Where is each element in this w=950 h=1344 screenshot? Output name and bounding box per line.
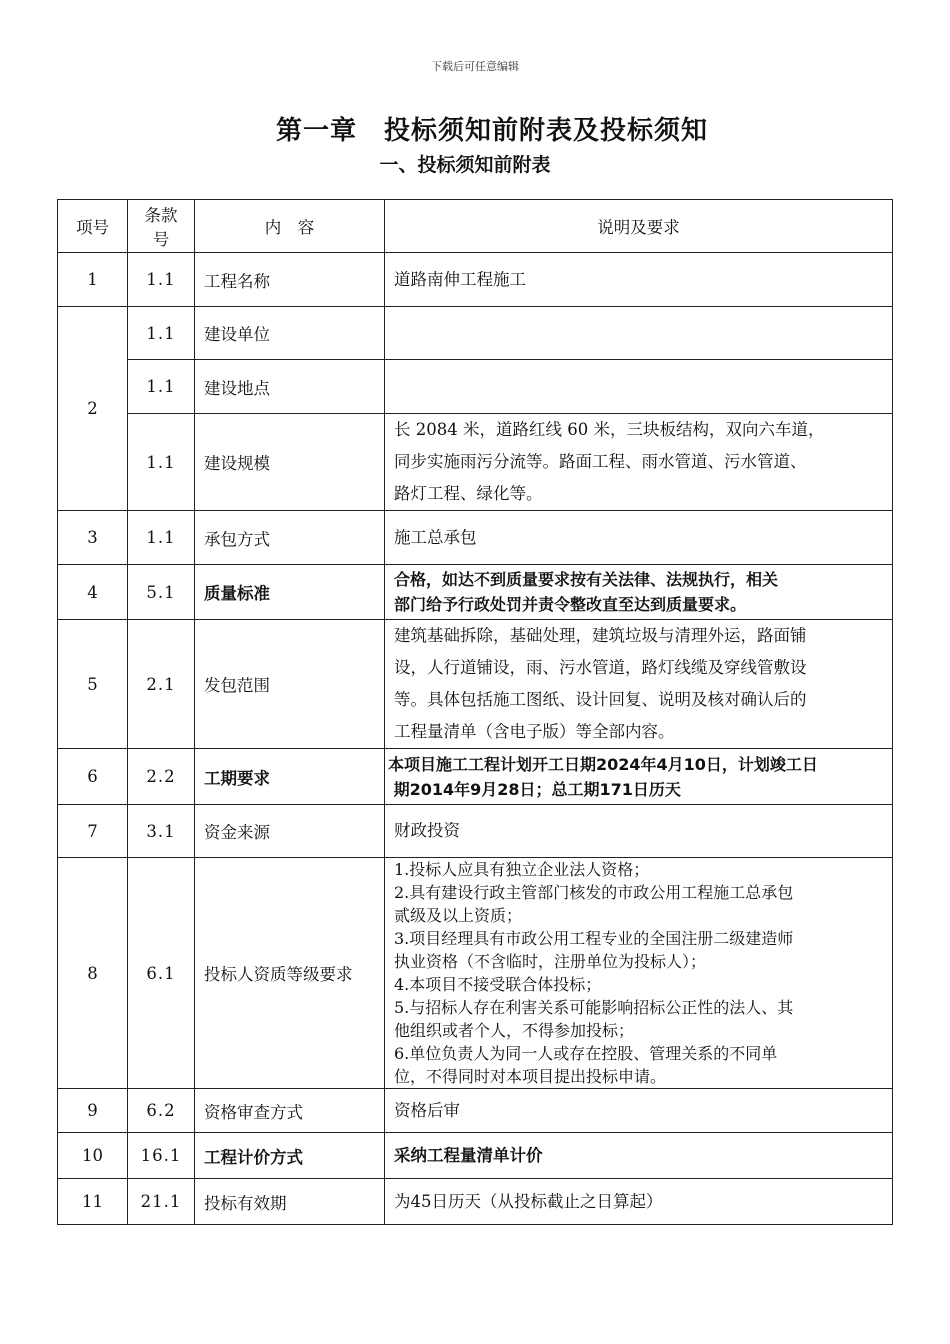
description-line: 3.项目经理具有市政公用工程专业的全国注册二级建造师 — [394, 929, 794, 948]
table-row — [58, 511, 893, 565]
description-line: 本项目施工工程计划开工日期2024年4月10日，计划竣工日 — [388, 754, 818, 774]
row-item: 建设地点 — [195, 360, 385, 414]
description-line: 同步实施雨污分流等。路面工程、雨水管道、污水管道、 — [394, 452, 807, 471]
description-line: 设，人行道铺设，雨、污水管道，路灯线缆及穿线管敷设 — [394, 658, 807, 677]
row-clause: 21.1 — [128, 1179, 195, 1225]
description-line: 资格后审 — [394, 1100, 460, 1120]
description-line: 等。具体包括施工图纸、设计回复、说明及核对确认后的 — [394, 690, 807, 709]
table-row — [58, 1179, 893, 1225]
table-row — [58, 414, 893, 511]
description-line: 合格，如达不到质量要求按有关法律、法规执行，相关 — [394, 570, 779, 589]
row-index: 6 — [58, 749, 128, 805]
row-clause: 2.2 — [128, 749, 195, 805]
row-index: 8 — [58, 858, 128, 1089]
header-requirements: 说明及要求 — [385, 200, 893, 253]
description-line: 2.具有建设行政主管部门核发的市政公用工程施工总承包 — [394, 883, 794, 902]
row-clause: 16.1 — [128, 1133, 195, 1179]
row-clause: 1.1 — [128, 511, 195, 565]
row-clause: 6.2 — [128, 1089, 195, 1133]
row-description — [385, 620, 893, 749]
table-row — [58, 805, 893, 858]
row-clause: 3.1 — [128, 805, 195, 858]
description-line: 财政投资 — [394, 821, 460, 840]
section-title: 一、投标须知前附表 — [379, 154, 551, 176]
row-index: 2 — [58, 307, 128, 511]
table-row — [58, 565, 893, 620]
description-line: 1.投标人应具有独立企业法人资格； — [394, 860, 650, 879]
row-item: 工程名称 — [195, 253, 385, 307]
row-description — [385, 414, 893, 511]
header-index: 项号 — [58, 200, 128, 253]
row-item: 投标人资质等级要求 — [195, 858, 385, 1089]
row-description — [385, 1179, 893, 1225]
page-header-note: 下载后可任意编辑 — [431, 60, 519, 73]
table-row — [58, 253, 893, 307]
table-row — [58, 1133, 893, 1179]
row-item: 发包范围 — [195, 620, 385, 749]
row-description — [385, 307, 893, 360]
row-description — [385, 1089, 893, 1133]
row-description — [385, 253, 893, 307]
row-item: 质量标准 — [195, 565, 385, 620]
description-line: 贰级及以上资质； — [394, 906, 523, 925]
row-clause: 6.1 — [128, 858, 195, 1089]
row-clause: 1.1 — [128, 414, 195, 511]
row-description — [385, 565, 893, 620]
row-clause: 1.1 — [128, 307, 195, 360]
row-item: 投标有效期 — [195, 1179, 385, 1225]
row-clause: 1.1 — [128, 360, 195, 414]
description-line: 建筑基础拆除，基础处理，建筑垃圾与清理外运，路面铺 — [394, 626, 807, 645]
row-index: 1 — [58, 253, 128, 307]
description-line: 路灯工程、绿化等。 — [394, 484, 543, 503]
description-line: 工程量清单（含电子版）等全部内容。 — [394, 722, 675, 741]
description-line: 执业资格（不含临时，注册单位为投标人）； — [394, 952, 707, 971]
row-index: 9 — [58, 1089, 128, 1133]
table-header-row — [58, 200, 893, 253]
description-line: 施工总承包 — [394, 527, 477, 547]
row-item: 资格审查方式 — [195, 1089, 385, 1133]
description-line: 他组织或者个人，不得参加投标； — [394, 1021, 635, 1040]
description-line: 位，不得同时对本项目提出投标申请。 — [394, 1067, 667, 1086]
header-content: 内 容 — [195, 200, 385, 253]
description-line: 道路南伸工程施工 — [394, 269, 526, 289]
row-item: 工程计价方式 — [195, 1133, 385, 1179]
row-description — [385, 858, 893, 1089]
row-item: 承包方式 — [195, 511, 385, 565]
row-item: 建设规模 — [195, 414, 385, 511]
description-line: 为45日历天（从投标截止之日算起） — [394, 1191, 663, 1211]
description-line: 4.本项目不接受联合体投标； — [394, 975, 602, 994]
row-description — [385, 511, 893, 565]
description-line: 6.单位负责人为同一人或存在控股、管理关系的不同单 — [394, 1044, 778, 1063]
bid-appendix-table — [57, 199, 893, 1225]
row-description — [385, 360, 893, 414]
row-item: 建设单位 — [195, 307, 385, 360]
row-index: 11 — [58, 1179, 128, 1225]
description-line: 5.与招标人存在利害关系可能影响招标公正性的法人、其 — [394, 998, 794, 1017]
table-row — [58, 307, 893, 360]
row-description — [385, 1133, 893, 1179]
table-row — [58, 360, 893, 414]
row-clause: 2.1 — [128, 620, 195, 749]
row-index: 3 — [58, 511, 128, 565]
table-row — [58, 749, 893, 805]
row-item: 资金来源 — [195, 805, 385, 858]
row-clause: 1.1 — [128, 253, 195, 307]
description-line: 长 2084 米，道路红线 60 米，三块板结构，双向六车道， — [394, 420, 825, 439]
table-row — [58, 1089, 893, 1133]
description-line: 部门给予行政处罚并责令整改直至达到质量要求。 — [394, 595, 747, 614]
row-index: 4 — [58, 565, 128, 620]
row-description — [385, 749, 893, 805]
description-line: 期2014年9月28日；总工期171日历天 — [388, 779, 681, 799]
row-description — [385, 805, 893, 858]
row-clause: 5.1 — [128, 565, 195, 620]
row-index: 10 — [58, 1133, 128, 1179]
row-index: 5 — [58, 620, 128, 749]
header-clause: 条款号 — [128, 200, 195, 253]
table-row — [58, 858, 893, 1089]
row-index: 7 — [58, 805, 128, 858]
chapter-title: 第一章 投标须知前附表及投标须知 — [275, 116, 708, 146]
table-row — [58, 620, 893, 749]
description-line: 采纳工程量清单计价 — [394, 1145, 543, 1165]
row-item: 工期要求 — [195, 749, 385, 805]
